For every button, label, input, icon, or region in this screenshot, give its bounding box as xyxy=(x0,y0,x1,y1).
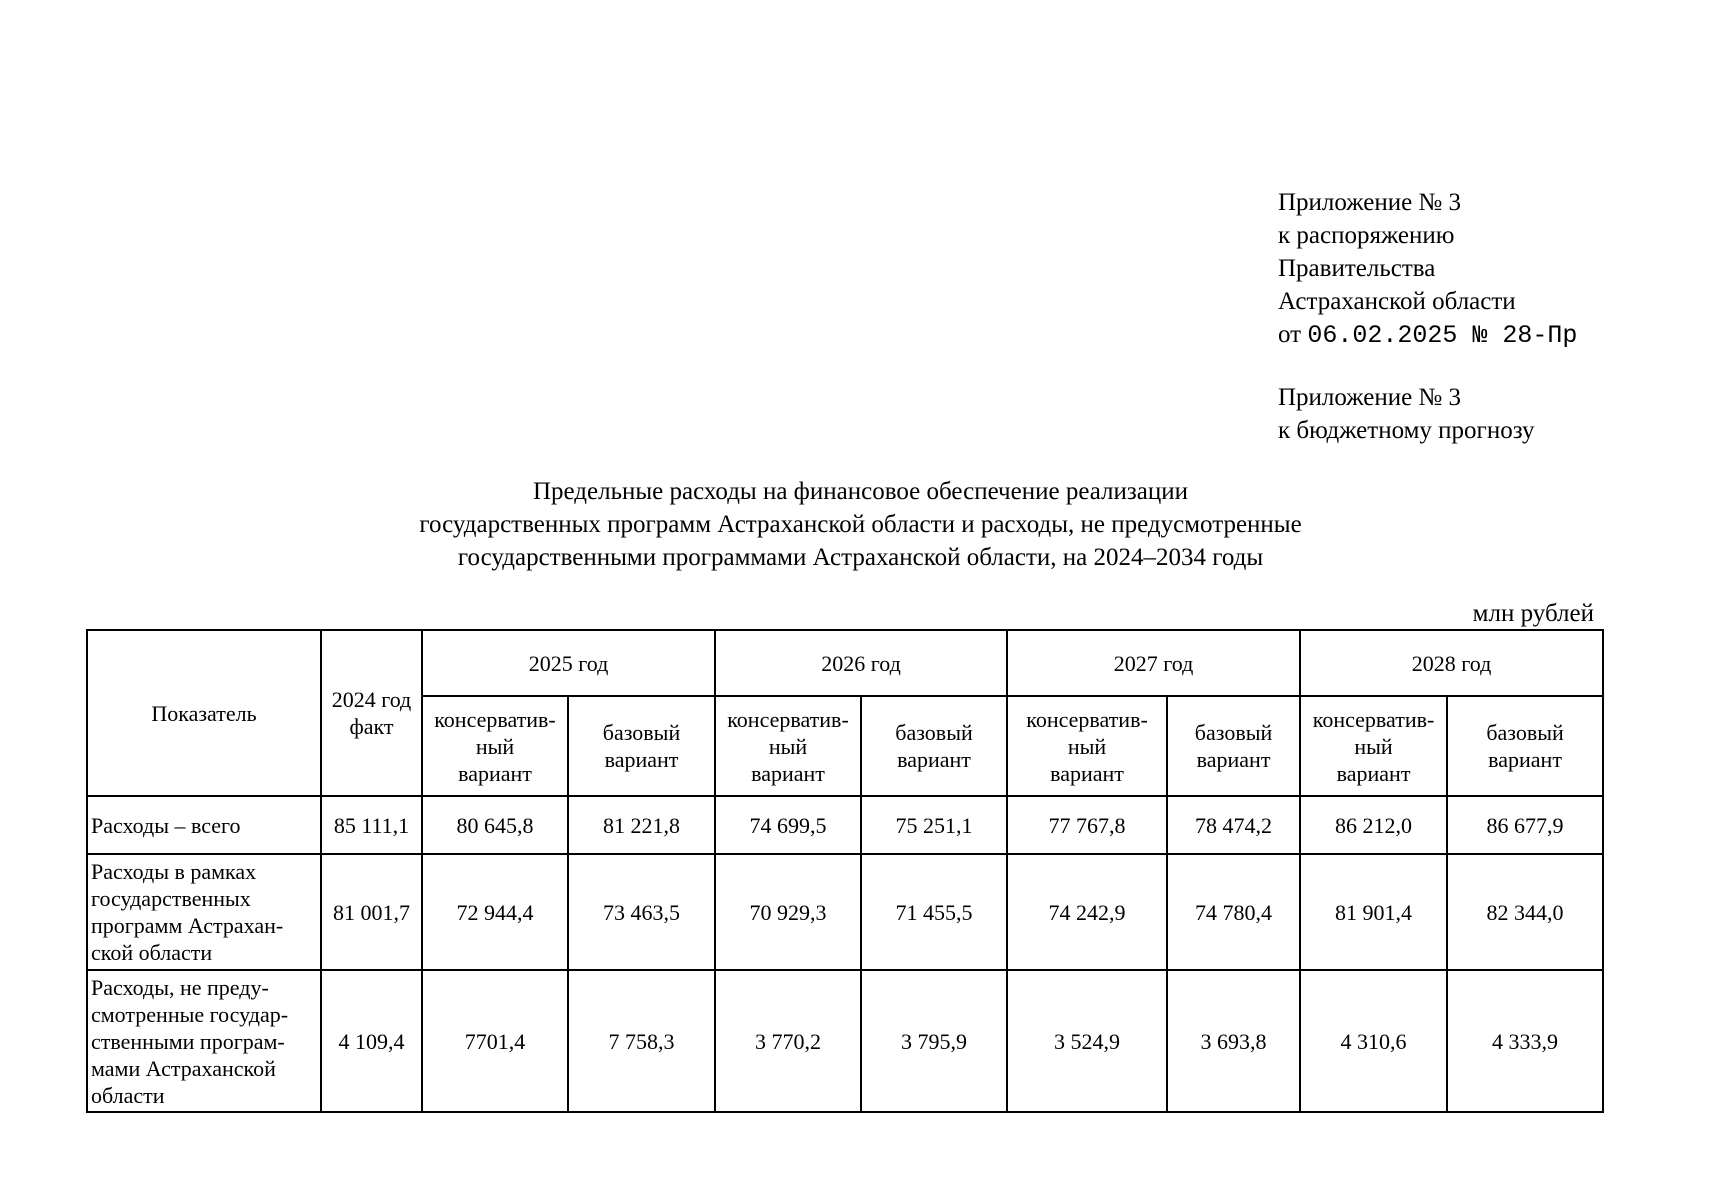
table-row xyxy=(87,970,1603,1112)
value-cell: 74 780,4 xyxy=(1167,854,1300,970)
variant-conservative-line: ный xyxy=(1067,733,1107,759)
row-label-line: Расходы, не преду- xyxy=(91,974,269,1000)
variant-base-line: базовый xyxy=(895,720,973,745)
variant-conservative-line: ный xyxy=(1354,733,1393,759)
header-year-2028: 2028 год xyxy=(1300,630,1603,696)
row-label-line: ственными програм- xyxy=(91,1028,285,1054)
value-cell: 72 944,4 xyxy=(422,854,568,970)
annex-order-line2: к распоряжению xyxy=(1278,222,1455,249)
value-cell: 80 645,8 xyxy=(422,796,568,854)
value-cell: 78 474,2 xyxy=(1167,796,1300,854)
annex-order-date-prefix: от xyxy=(1278,321,1302,348)
table-header-years-row xyxy=(87,630,1603,696)
variant-conservative-line: ный xyxy=(768,733,808,759)
variant-base-line: базовый xyxy=(1486,720,1564,745)
annex-forecast-line2: к бюджетному прогнозу xyxy=(1278,417,1535,444)
row-label xyxy=(87,854,321,970)
value-cell: 73 463,5 xyxy=(568,854,715,970)
variant-base-line: вариант xyxy=(1196,747,1271,772)
value-cell: 7701,4 xyxy=(422,970,568,1112)
annex-order-date-number: 06.02.2025 № 28-Пр xyxy=(1307,321,1578,350)
table-row xyxy=(87,796,1603,854)
header-variant-conservative xyxy=(1300,696,1447,796)
document-title xyxy=(0,475,1721,574)
value-cell: 81 001,7 xyxy=(321,854,422,970)
header-2024-line1: 2024 год xyxy=(331,687,412,712)
header-variant-conservative xyxy=(422,696,568,796)
annex-forecast-line1: Приложение № 3 xyxy=(1278,384,1462,411)
row-label-line: ской области xyxy=(91,940,213,965)
variant-conservative-line: вариант xyxy=(1336,760,1411,786)
variant-conservative-line: консерватив- xyxy=(1312,706,1435,732)
value-cell: 86 677,9 xyxy=(1447,796,1603,854)
variant-base-line: вариант xyxy=(1488,747,1562,772)
header-variant-base xyxy=(568,696,715,796)
annex-order-line4: Астраханской области xyxy=(1278,288,1516,315)
variant-conservative-line: вариант xyxy=(458,760,532,786)
value-cell: 4 310,6 xyxy=(1300,970,1447,1112)
header-variant-conservative xyxy=(1007,696,1167,796)
variant-conservative-line: вариант xyxy=(1050,760,1124,786)
document-title-line1: Предельные расходы на финансовое обеспечение реализации xyxy=(532,478,1189,505)
row-label-line: программ Астрахан- xyxy=(91,913,284,938)
units-label: млн рублей xyxy=(1472,600,1594,627)
row-label-line: Расходы – всего xyxy=(91,812,241,838)
row-label-line: области xyxy=(91,1082,165,1108)
value-cell: 86 212,0 xyxy=(1300,796,1447,854)
document-title-line3: государственными программами Астраханской области, на 2024–2034 годы xyxy=(457,544,1264,571)
value-cell: 74 699,5 xyxy=(715,796,861,854)
value-cell: 74 242,9 xyxy=(1007,854,1167,970)
document-title-line2: государственных программ Астраханской области и расходы, не предусмотренные xyxy=(419,511,1302,538)
variant-base-line: вариант xyxy=(897,747,971,772)
header-variant-base xyxy=(1167,696,1300,796)
value-cell: 81 221,8 xyxy=(568,796,715,854)
header-indicator: Показатель xyxy=(87,630,321,796)
value-cell: 85 111,1 xyxy=(321,796,422,854)
row-label-line: государственных xyxy=(91,886,251,911)
header-year-2025: 2025 год xyxy=(422,630,715,696)
annex-forecast-block xyxy=(1278,381,1535,447)
table-row xyxy=(87,854,1603,970)
variant-base-line: вариант xyxy=(604,747,679,772)
variant-base-line: базовый xyxy=(1194,720,1273,745)
value-cell: 3 693,8 xyxy=(1167,970,1300,1112)
value-cell: 82 344,0 xyxy=(1447,854,1603,970)
row-label-line: мами Астраханской xyxy=(91,1055,276,1081)
variant-conservative-line: консерватив- xyxy=(434,706,556,732)
variant-conservative-line: ный xyxy=(475,733,515,759)
header-year-2026: 2026 год xyxy=(715,630,1007,696)
row-label xyxy=(87,796,321,854)
expenses-table xyxy=(86,629,1604,1113)
row-label-line: смотренные государ- xyxy=(91,1001,289,1027)
value-cell: 81 901,4 xyxy=(1300,854,1447,970)
row-label xyxy=(87,970,321,1112)
value-cell: 3 795,9 xyxy=(861,970,1007,1112)
value-cell: 77 767,8 xyxy=(1007,796,1167,854)
variant-base-line: базовый xyxy=(602,720,681,745)
header-variant-base xyxy=(861,696,1007,796)
header-variant-conservative xyxy=(715,696,861,796)
variant-conservative-line: консерватив- xyxy=(1026,706,1148,732)
variant-conservative-line: консерватив- xyxy=(727,706,849,732)
value-cell: 70 929,3 xyxy=(715,854,861,970)
row-label-line: Расходы в рамках xyxy=(91,859,257,884)
annex-order-block xyxy=(1278,186,1577,352)
annex-order-date-line xyxy=(1278,318,1577,352)
value-cell: 4 109,4 xyxy=(321,970,422,1112)
value-cell: 75 251,1 xyxy=(861,796,1007,854)
header-2024-line2: факт xyxy=(349,714,394,739)
variant-conservative-line: вариант xyxy=(751,760,825,786)
annex-order-line1: Приложение № 3 xyxy=(1278,189,1462,216)
value-cell: 71 455,5 xyxy=(861,854,1007,970)
header-variant-base xyxy=(1447,696,1603,796)
value-cell: 3 770,2 xyxy=(715,970,861,1112)
annex-order-line3: Правительства xyxy=(1278,255,1436,282)
value-cell: 7 758,3 xyxy=(568,970,715,1112)
table-body xyxy=(87,796,1603,1112)
value-cell: 4 333,9 xyxy=(1447,970,1603,1112)
header-year-2027: 2027 год xyxy=(1007,630,1300,696)
header-2024-fact xyxy=(321,630,422,796)
value-cell: 3 524,9 xyxy=(1007,970,1167,1112)
